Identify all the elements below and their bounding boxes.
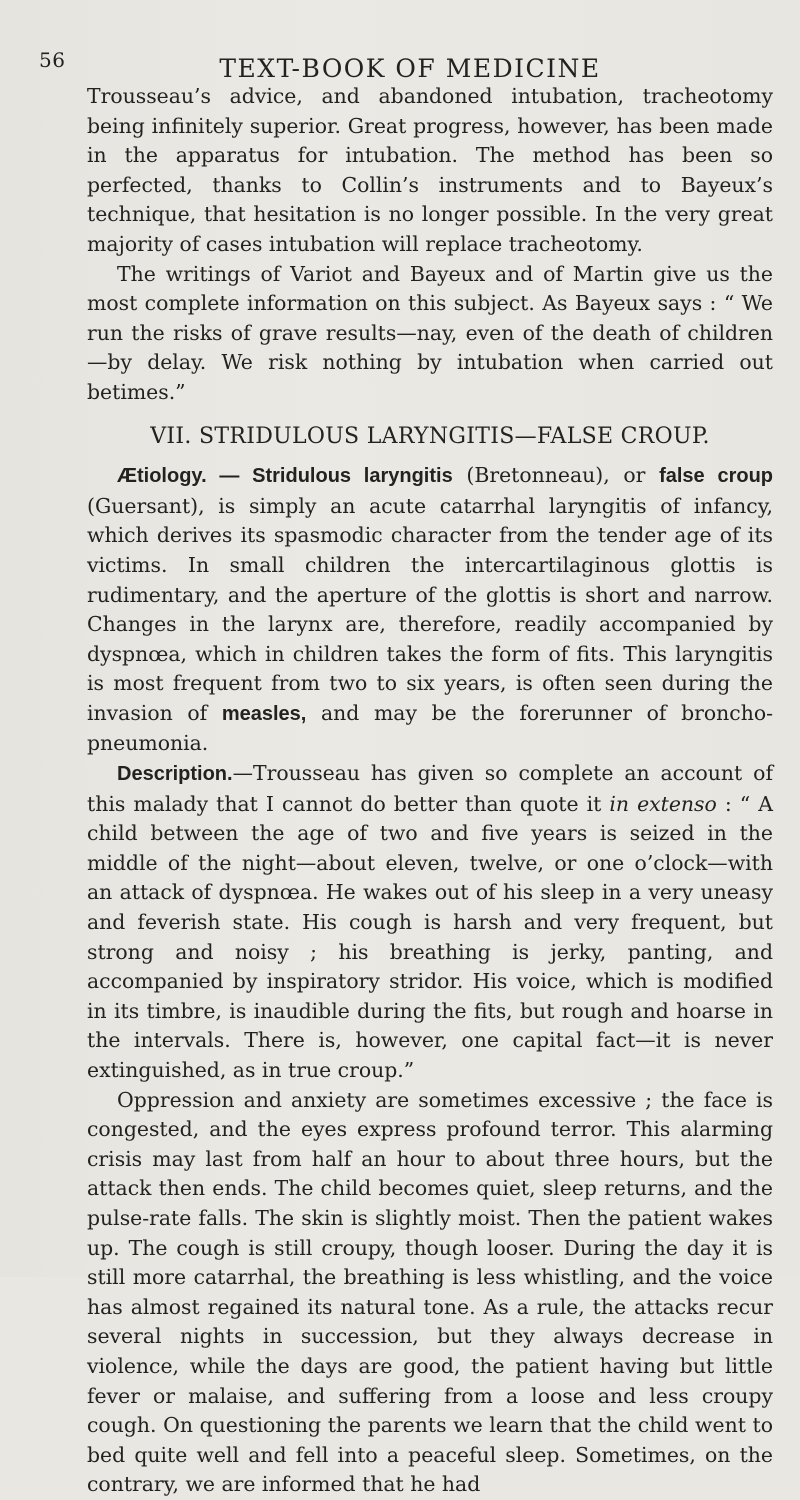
aetiology-label: Ætiology. — Stridulous laryngitis [117,465,453,488]
body-text [87,82,773,1500]
section-heading: VII. STRIDULOUS LARYNGITIS—FALSE CROUP. [150,423,710,449]
description-text-2: : “ A child between the age of two and five years is seized in the middle of the night—about eleven, twelve, or one o’clock—with an attack of dyspnœa. He wakes out of his sleep in a very uneasy and feverish state. His cough is harsh and very frequent, but strong and noisy ; his breathing is jerky, panting, and accompanied by inspiratory stridor. His voice, which is modified in its timbre, is inaudible during the fits, but rough and hoarse in the intervals. There is, however, one capital fact—it is never extinguished, as in true croup.” [87,791,774,1082]
page-number: 56 [39,48,66,72]
description-label: Description. [117,763,233,786]
description-text-1: —Trousseau has given so complete an account of this malady that I cannot do better than quote it [87,761,773,816]
paragraph-writings: The writings of Variot and Bayeux and of Martin give us the most complete information on this subject. As Bayeux says : “ We run the risks of grave results—nay, even of the death of children—by delay. We risk nothing by intubation when carried out betimes.” [87,261,773,404]
italic-in-extenso: in extenso [609,791,717,816]
aetiology-text-1: (Bretonneau), or [452,463,660,488]
paragraph-aetiology [87,461,773,759]
running-title: TEXT-BOOK OF MEDICINE [219,54,601,83]
paragraph-description [87,759,773,1086]
term-false-croup: false croup [659,465,773,488]
paragraph-oppression: Oppression and anxiety are sometimes excessive ; the face is congested, and the eyes express profound terror. This alarming crisis may last from half an hour to about three hours, but the attack then ends. The child becomes quiet, sleep returns, and the pulse-rate falls. The skin is slightly moist. Then the patient wakes up. The cough is still croupy, though looser. During the day it is still more catarrhal, the breathing is less whistling, and the voice has almost regained its natural tone. As a rule, the attacks recur several nights in succession, but they always decrease in violence, while the days are good, the patient having but little fever or malaise, and suffering from a loose and less croupy cough. On questioning the parents we learn that the child went to bed quite well and fell into a peaceful sleep. Sometimes, on the contrary, we are informed that he had [87,1087,773,1497]
aetiology-text-3: and may be the forerunner of broncho-pneumonia. [87,700,773,756]
aetiology-text-2: (Guersant), is simply an acute catarrhal laryngitis of infancy, which derives its spasmodic character from the tender age of its victims. In small children the intercartilaginous glottis is rudimentary, and the aperture of the glottis is short and narrow. Changes in the larynx are, therefore, readily accompanied by dyspnœa, which in children takes the form of fits. This laryngitis is most frequent from two to six years, is often seen during the invasion of [87,493,773,725]
term-measles: measles, [221,702,307,725]
paragraph-intubation: Trousseau’s advice, and abandoned intubation, tracheotomy being infinitely superior. Great progress, however, has been made in the apparatus for intubation. The method has been so perfected, thanks to Collin’s instruments and to Bayeux’s technique, that hesitation is no longer possible. In the very great majority of cases intubation will replace tracheotomy. [87,84,773,256]
